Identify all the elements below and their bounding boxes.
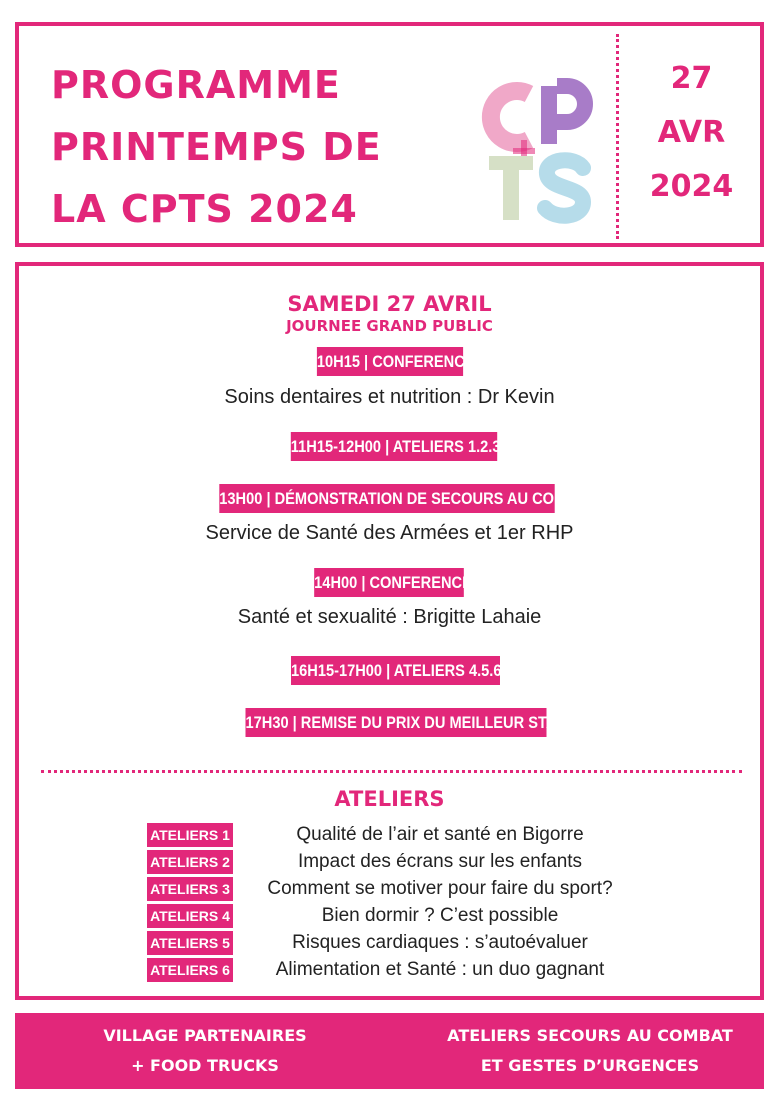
schedule-tag-6: 17H30 | REMISE DU PRIX DU MEILLEUR STAND <box>246 708 547 737</box>
atelier-text-4: Bien dormir ? C’est possible <box>321 905 559 926</box>
header-divider <box>616 34 619 239</box>
header-date <box>624 52 759 214</box>
atelier-row-2 <box>19 850 760 874</box>
title-line-2: PRINTEMPS DE <box>51 125 382 169</box>
date-year: 2024 <box>649 169 734 204</box>
footer-left <box>55 1021 355 1081</box>
atelier-text-5: Risques cardiaques : s’autoévaluer <box>292 932 588 953</box>
title-line-1: PROGRAMME <box>51 63 341 107</box>
title-line-3: LA CPTS 2024 <box>51 187 358 231</box>
section-divider <box>41 770 742 773</box>
atelier-row-1 <box>19 823 760 847</box>
schedule-tag-3: 13H00 | DÉMONSTRATION DE SECOURS AU COMBAT <box>219 484 554 513</box>
page-title <box>51 54 451 240</box>
atelier-tag-5: ATELIERS 5 <box>147 931 233 955</box>
atelier-tag-6: ATELIERS 6 <box>147 958 233 982</box>
schedule-tag-4: 14H00 | CONFERENCE <box>314 568 464 597</box>
schedule-desc-4: Santé et sexualité : Brigitte Lahaie <box>237 606 542 628</box>
atelier-tag-1: ATELIERS 1 <box>147 823 233 847</box>
cpts-logo <box>471 76 601 226</box>
program-box <box>15 262 764 1000</box>
schedule-tag-5: 16H15-17H00 | ATELIERS 4.5.6 <box>291 656 500 685</box>
footer-banner <box>15 1013 764 1089</box>
schedule-tag-2: 11H15-12H00 | ATELIERS 1.2.3 <box>291 432 497 461</box>
atelier-row-6 <box>19 958 760 982</box>
atelier-row-5 <box>19 931 760 955</box>
logo-text: CPTS <box>536 156 539 157</box>
atelier-row-3 <box>19 877 760 901</box>
header-box <box>15 22 764 247</box>
footer-right-line-1: ATELIERS SECOURS AU COMBAT <box>447 1026 733 1045</box>
schedule-desc-3: Service de Santé des Armées et 1er RHP <box>205 522 574 544</box>
atelier-row-4 <box>19 904 760 928</box>
schedule-desc-1: Soins dentaires et nutrition : Dr Kevin <box>224 386 555 408</box>
date-month: AVR <box>657 115 726 150</box>
atelier-text-3: Comment se motiver pour faire du sport? <box>267 878 613 899</box>
schedule-tag-1: 10H15 | CONFERENCE <box>317 347 463 376</box>
atelier-tag-2: ATELIERS 2 <box>147 850 233 874</box>
date-day: 27 <box>670 61 713 96</box>
atelier-text-2: Impact des écrans sur les enfants <box>297 851 583 872</box>
day-title: SAMEDI 27 AVRIL <box>287 292 492 316</box>
atelier-text-1: Qualité de l’air et santé en Bigorre <box>296 824 584 845</box>
atelier-tag-3: ATELIERS 3 <box>147 877 233 901</box>
footer-left-line-2: + FOOD TRUCKS <box>131 1056 279 1075</box>
footer-right <box>435 1021 745 1081</box>
ateliers-title: ATELIERS <box>334 787 445 811</box>
footer-right-line-2: ET GESTES D’URGENCES <box>480 1056 700 1075</box>
atelier-text-6: Alimentation et Santé : un duo gagnant <box>275 959 605 980</box>
atelier-tag-4: ATELIERS 4 <box>147 904 233 928</box>
footer-left-line-1: VILLAGE PARTENAIRES <box>103 1026 307 1045</box>
day-subtitle: JOURNEE GRAND PUBLIC <box>286 317 493 335</box>
